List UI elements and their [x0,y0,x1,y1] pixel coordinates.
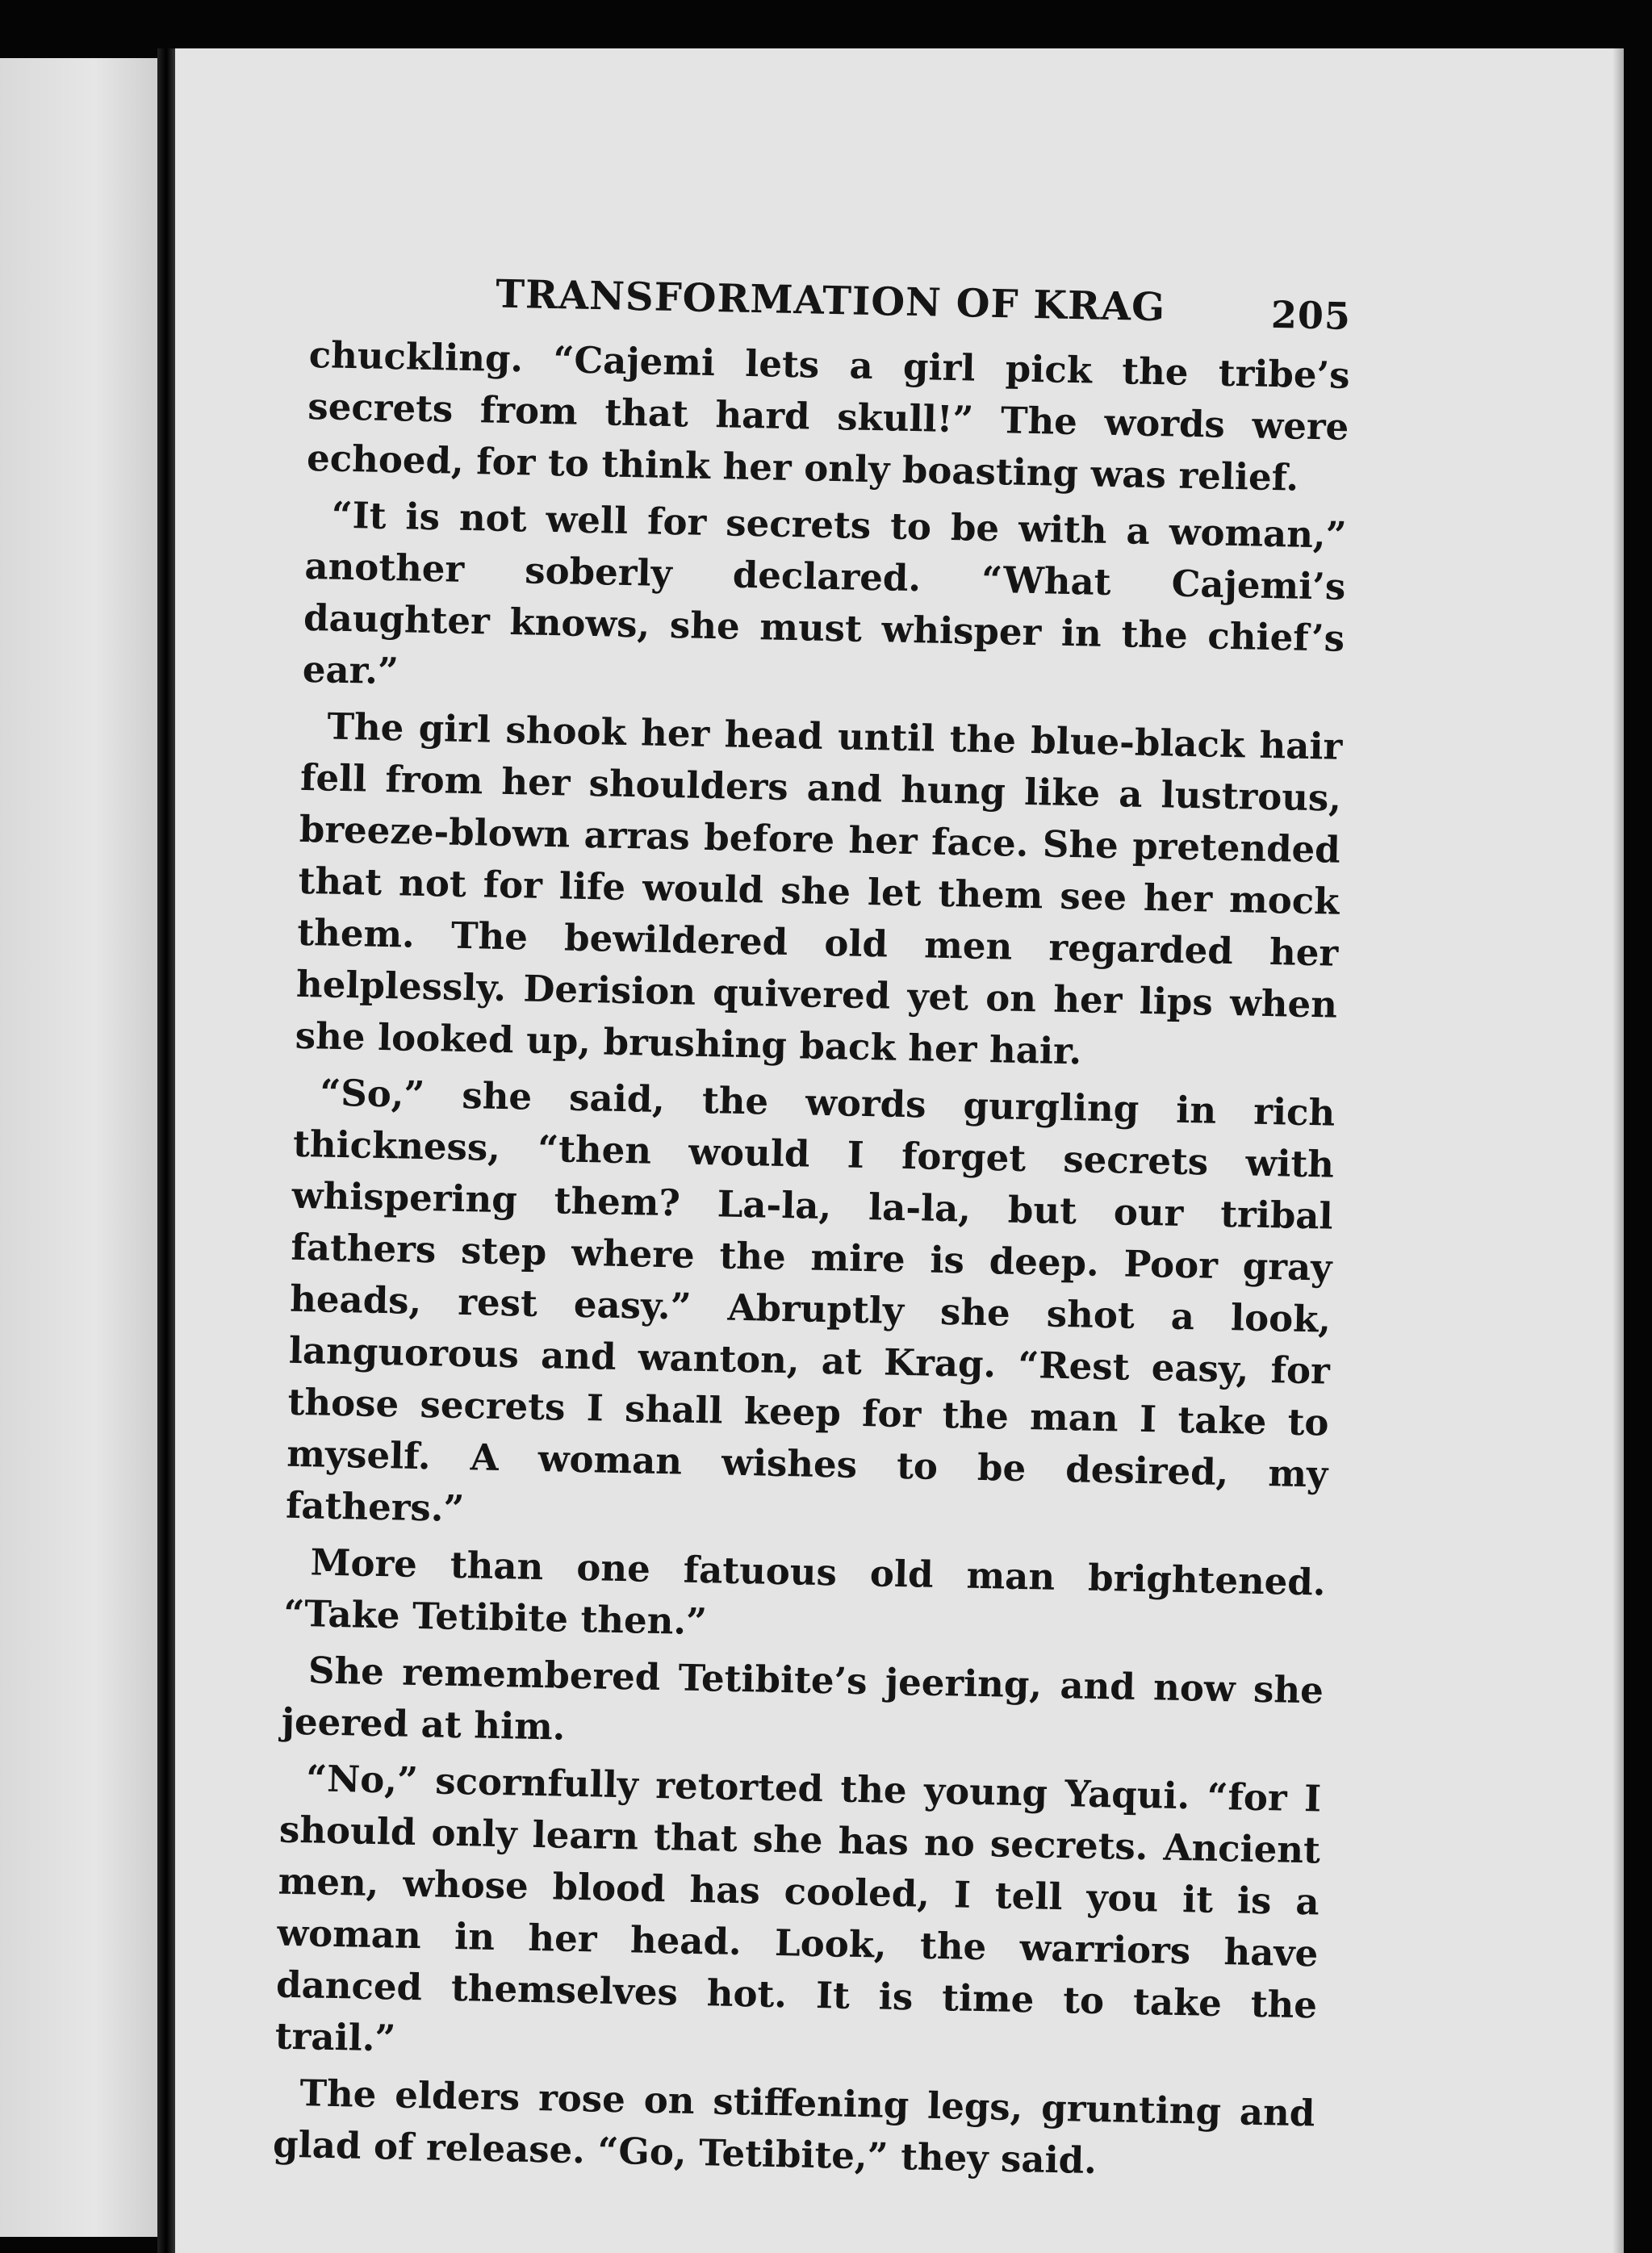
paragraph: The elders rose on stiffening legs, grunting and glad of release. “Go, Tetibite,” they said. [272,2071,1315,2183]
paragraph: “No,” scornfully retorted the young Yaqui. “for I should only learn that she has no secrets. Ancient men, whose blood has cooled, I tell you it is a woman in her head. Look, the warriors have danced themselves hot. It is time to take the trail.” [274,1757,1322,2060]
paragraph: chuckling. “Cajemi lets a girl pick the tribe’s secrets from that hard skull!” The words were echoed, for to think her only boasting was relief. [306,332,1351,500]
previous-page-edge [0,58,157,2237]
paragraph: The girl shook her head until the blue-black hair fell from her shoulders and hung like a lustrous, breeze-blown arras before her face. She pretended that not for life would she let them see her mock them. The bewildered old men regarded her helplessly. Derision quivered yet on her lips when she looked up, brushing back her hair. [295,704,1343,1073]
paragraph: “It is not well for secrets to be with a woman,” another soberly declared. “What Cajemi’s daughter knows, she must whisper in the chief’s ear.” [302,493,1348,693]
page-number: 205 [1270,292,1352,338]
page-text-block [272,265,1351,2196]
paragraph: She remembered Tetibite’s jeering, and now she jeered at him. [281,1649,1324,1749]
running-title: TRANSFORMATION OF KRAG [495,271,1166,331]
paragraph: More than one fatuous old man brightened. “Take Tetibite then.” [282,1540,1327,1644]
paragraph: “So,” she said, the words gurgling in rich thickness, “then would I forget secrets with whispering them? La-la, la-la, but our tribal fathers step where the mire is deep. Poor gray heads, rest easy.” Abruptly she shot a look, languorous and wanton, at Krag. “Rest easy, for those secrets I shall keep for the man I take to myself. A woman wishes to be desired, my fathers.” [285,1071,1336,1531]
page-edge-shadow [1612,48,1624,2253]
book-page [175,48,1624,2253]
book-gutter [157,48,175,2253]
